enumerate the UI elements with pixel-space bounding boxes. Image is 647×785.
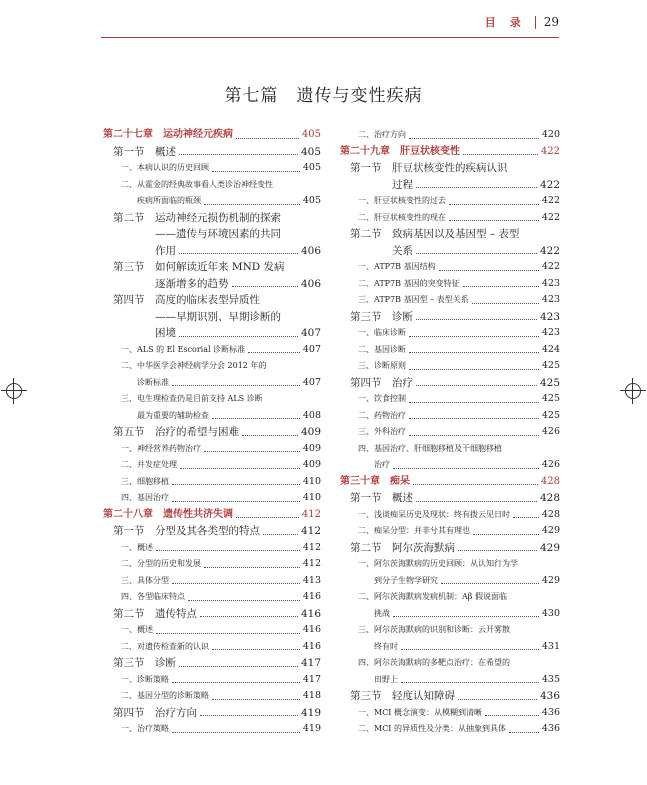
toc-leader-dots <box>401 649 539 650</box>
toc-entry-page: 410 <box>302 475 321 487</box>
toc-entry <box>103 721 321 738</box>
toc-entry-title: 第一节 肝豆状核变性的疾病认识 <box>350 162 508 174</box>
toc-entry <box>103 193 321 210</box>
toc-entry-page: 429 <box>541 525 560 536</box>
toc-entry-page: 417 <box>300 657 321 669</box>
toc-entry-title: 过程 <box>392 178 413 191</box>
toc-leader-dots <box>156 633 300 634</box>
registration-mark-left <box>1 378 27 404</box>
toc-entry <box>340 523 560 540</box>
toc-entry-title: 四、阿尔茨海默病的多靶点治疗：在希望的 <box>358 658 510 667</box>
toc-entry-page: 425 <box>541 393 560 404</box>
toc-leader-dots <box>409 435 539 436</box>
toc-entry <box>103 160 321 177</box>
toc-entry <box>340 490 560 507</box>
toc-entry <box>340 457 560 474</box>
toc-entry-title: 第二十九章 肝豆状核变性 <box>340 145 460 157</box>
toc-leader-dots <box>200 616 298 617</box>
toc-leader-dots <box>449 220 539 221</box>
toc-leader-dots <box>463 286 539 287</box>
toc-leader-dots <box>172 484 300 485</box>
toc-entry <box>340 441 560 458</box>
toc-entry-title: 第二十七章 运动神经元疾病 <box>103 129 233 140</box>
toc-leader-dots <box>485 715 539 716</box>
toc-entry-page: 423 <box>541 327 560 338</box>
toc-entry <box>340 540 560 557</box>
toc-entry <box>103 177 321 194</box>
toc-entry-page: 423 <box>541 294 560 305</box>
toc-entry-title: 二、中华医学会神经病学分会 2012 年的 <box>121 361 267 370</box>
toc-leader-dots <box>236 517 299 518</box>
toc-entry <box>103 523 321 540</box>
toc-entry-title: 四、基因治疗、肝细胞移植及干细胞移植 <box>358 443 502 453</box>
toc-entry-title: 疾病所面临的瓶颈 <box>137 196 201 205</box>
toc-entry-page: 423 <box>539 310 560 323</box>
toc-entry <box>103 292 321 309</box>
toc-entry-page: 412 <box>302 541 321 553</box>
toc-entry-page: 436 <box>541 706 560 718</box>
toc-entry-title: 二、分型的历史和发展 <box>121 559 201 568</box>
toc-entry-page: 425 <box>539 376 560 389</box>
toc-entry <box>340 391 560 408</box>
toc-leader-dots <box>401 682 539 683</box>
toc-leader-dots <box>409 418 539 419</box>
toc-entry <box>340 622 560 639</box>
toc-entry-title: 治疗 <box>374 460 390 469</box>
toc-entry-page: 426 <box>541 459 560 470</box>
toc-entry-title: 二、治疗方向 <box>358 130 406 139</box>
toc-entry <box>340 325 560 342</box>
toc-entry-page: 422 <box>539 178 560 191</box>
toc-entry-title: 二、肝豆状核变性的现在 <box>358 212 446 222</box>
toc-entry <box>340 144 560 161</box>
toc-leader-dots <box>509 732 539 733</box>
toc-entry-title: 一、MCI 概念演变：从模糊到清晰 <box>358 707 483 717</box>
toc-entry-page: 407 <box>302 376 321 388</box>
toc-entry <box>340 342 560 359</box>
toc-entry-title: 第四节 治疗方向 <box>113 706 197 719</box>
toc-leader-dots <box>179 666 298 667</box>
toc-entry <box>340 210 560 227</box>
toc-leader-dots <box>409 138 539 139</box>
toc-entry <box>103 705 321 722</box>
toc-entry-title: 第五节 治疗的希望与困难 <box>113 426 239 438</box>
toc-entry-title: 三、外科治疗 <box>358 427 406 436</box>
toc-entry-page: 436 <box>539 690 560 702</box>
toc-leader-dots <box>416 501 537 502</box>
toc-entry <box>103 457 321 474</box>
toc-entry-title: 三、阿尔茨海默病的识别和诊断：云开雾散 <box>358 625 510 634</box>
toc-entry-page: 407 <box>300 327 321 339</box>
toc-entry-title: 二、基因分型的诊断策略 <box>121 691 209 700</box>
toc-entry <box>103 210 321 227</box>
toc-entry-title: 一、概述 <box>121 625 153 634</box>
toc-leader-dots <box>441 583 539 584</box>
toc-leader-dots <box>416 253 537 254</box>
toc-entry-page: 422 <box>539 244 560 257</box>
toc-entry-page: 422 <box>541 261 560 272</box>
toc-entry <box>340 556 560 573</box>
toc-leader-dots <box>172 501 300 502</box>
toc-entry-title: 第四节 治疗 <box>350 376 413 389</box>
toc-leader-dots <box>449 204 539 205</box>
toc-left-column <box>103 127 321 738</box>
toc-entry-title: 第三节 轻度认知障碍 <box>350 690 455 702</box>
toc-entry-title: 第二节 致病基因以及基因型 – 表型 <box>350 228 520 240</box>
toc-entry <box>340 639 560 656</box>
toc-entry <box>103 325 321 342</box>
toc-leader-dots <box>232 286 298 287</box>
toc-entry <box>103 375 321 392</box>
toc-entry-title: 二、ATP7B 基因的突变特征 <box>358 278 460 288</box>
toc-entry-title: ——早期识别、早期诊断的 <box>155 310 281 323</box>
toc-entry-title: 一、ATP7B 基因结构 <box>358 262 436 271</box>
toc-entry-page: 416 <box>302 640 321 652</box>
toc-entry-title: 一、概述 <box>121 542 153 552</box>
toc-entry-title: 第一节 分型及其各类型的特点 <box>113 525 260 537</box>
toc-entry-title: 二、痴呆分型：并非兮其有理也 <box>358 526 470 535</box>
toc-leader-dots <box>212 418 300 419</box>
toc-entry-title: 作用 <box>155 244 176 257</box>
toc-entry <box>103 507 321 524</box>
toc-entry-page: 418 <box>302 690 321 701</box>
toc-entry <box>103 606 321 623</box>
toc-leader-dots <box>200 715 298 716</box>
toc-entry-page: 420 <box>541 129 560 140</box>
toc-entry-title: 一、阿尔茨海默病的历史回顾：从认知行为学 <box>358 559 518 568</box>
part-title: 第七篇 遗传与变性疾病 <box>224 86 423 106</box>
toc-entry <box>340 705 560 722</box>
toc-entry <box>340 243 560 260</box>
toc-entry-page: 410 <box>302 492 321 503</box>
toc-leader-dots <box>263 534 298 535</box>
toc-entry-page: 405 <box>300 145 321 158</box>
toc-entry-title: 二、药物治疗 <box>358 410 406 420</box>
page-number: 29 <box>543 15 559 29</box>
toc-leader-dots <box>458 699 537 700</box>
toc-entry-title: 第三节 如何解读近年来 MND 发病 <box>113 261 285 273</box>
toc-entry-title: 第二十八章 遗传性共济失调 <box>103 508 233 520</box>
toc-entry-title: 一、肝豆状核变性的过去 <box>358 196 446 205</box>
toc-entry <box>103 639 321 656</box>
toc-entry-page: 412 <box>301 508 321 520</box>
toc-entry-title: 一、ALS 的 El Escorial 诊断标准 <box>121 344 246 354</box>
toc-entry-page: 413 <box>302 574 321 586</box>
toc-entry <box>103 408 321 425</box>
toc-entry-page: 424 <box>541 343 560 355</box>
toc-entry <box>103 358 321 375</box>
toc-entry-page: 428 <box>541 508 560 520</box>
toc-entry <box>340 408 560 425</box>
toc-entry-title: ——遗传与环境因素的共同 <box>155 228 281 240</box>
running-header-section: 目录 <box>484 16 535 29</box>
toc-entry <box>103 474 321 491</box>
toc-entry-page: 428 <box>539 492 560 504</box>
toc-entry-title: 诊断标准 <box>137 377 169 387</box>
toc-entry-page: 412 <box>302 558 321 569</box>
toc-entry-title: 一、神经营养药物治疗 <box>121 443 201 453</box>
toc-entry-page: 405 <box>301 129 321 140</box>
toc-entry <box>103 391 321 408</box>
toc-entry-page: 426 <box>541 426 560 437</box>
toc-entry <box>340 276 560 293</box>
toc-entry-page: 416 <box>302 591 321 602</box>
toc-entry-title: 一、治疗策略 <box>121 724 169 733</box>
toc-leader-dots <box>393 468 539 469</box>
toc-entry-title: 田野上 <box>374 674 398 684</box>
toc-entry <box>340 655 560 672</box>
toc-entry <box>340 309 560 326</box>
toc-entry-title: 困境 <box>155 327 176 339</box>
toc-entry-title: 二、基因诊断 <box>358 344 406 354</box>
toc-entry-page: 435 <box>541 673 560 685</box>
toc-entry-title: 第三十章 痴呆 <box>340 475 410 487</box>
toc-entry-page: 419 <box>302 723 321 734</box>
toc-entry-title: 第二节 阿尔茨海默病 <box>350 541 455 554</box>
toc-entry-title: 一、临床诊断 <box>358 328 406 337</box>
toc-entry-title: 到分子生物学研究 <box>374 575 438 585</box>
toc-entry-page: 408 <box>302 409 321 421</box>
toc-entry <box>340 507 560 524</box>
toc-entry <box>103 441 321 458</box>
toc-entry <box>340 573 560 590</box>
toc-entry-page: 406 <box>300 244 321 257</box>
toc-leader-dots <box>212 649 300 650</box>
toc-entry-page: 422 <box>541 211 560 223</box>
toc-leader-dots <box>204 204 300 205</box>
toc-leader-dots <box>172 583 300 584</box>
toc-entry <box>103 688 321 705</box>
toc-entry <box>103 127 321 144</box>
toc-entry-page: 422 <box>540 145 560 157</box>
toc-entry <box>340 721 560 738</box>
toc-entry-title: 一、诊断策略 <box>121 674 169 684</box>
toc-entry <box>103 589 321 606</box>
toc-leader-dots <box>472 303 539 304</box>
toc-entry <box>103 540 321 557</box>
toc-entry <box>340 688 560 705</box>
toc-leader-dots <box>393 616 539 617</box>
toc-leader-dots <box>179 154 298 155</box>
toc-entry-title: 二、阿尔茨海默病发病机制：Aβ 假说面临 <box>358 592 507 601</box>
registration-mark-right <box>620 378 646 404</box>
toc-leader-dots <box>439 270 539 271</box>
toc-entry-page: 406 <box>300 277 321 290</box>
toc-entry-title: 三、电生理检查仍是目前支持 ALS 诊断 <box>121 394 263 403</box>
toc-entry-title: 第三节 诊断 <box>350 310 413 323</box>
toc-entry <box>340 606 560 623</box>
toc-entry-title: 二、并发症处理 <box>121 460 177 469</box>
toc-leader-dots <box>172 385 300 386</box>
toc-entry <box>103 655 321 672</box>
toc-entry-page: 409 <box>302 442 321 454</box>
toc-entry <box>340 193 560 210</box>
toc-entry-page: 436 <box>541 723 560 734</box>
toc-leader-dots <box>463 154 538 155</box>
toc-entry-title: 一、本病认识的历史回顾 <box>121 163 209 172</box>
toc-entry-page: 428 <box>540 475 560 487</box>
toc-entry-title: 二、从霍金的经典故事看人类诊治神经变性 <box>121 179 273 189</box>
toc-entry-title: 一、浅谈痴呆历史及现状：终有拨云见日时 <box>358 509 510 519</box>
toc-entry-page: 405 <box>302 162 321 173</box>
toc-entry <box>103 276 321 293</box>
toc-entry <box>103 672 321 689</box>
toc-entry-page: 430 <box>541 607 560 619</box>
toc-entry <box>340 177 560 194</box>
toc-entry <box>103 573 321 590</box>
toc-leader-dots <box>409 369 539 370</box>
toc-entry-page: 409 <box>300 426 321 438</box>
toc-entry-page: 417 <box>302 673 321 685</box>
toc-entry-title: 一、饮食控制 <box>358 394 406 403</box>
toc-leader-dots <box>180 468 300 469</box>
toc-entry <box>103 259 321 276</box>
toc-entry-page: 429 <box>539 541 560 554</box>
toc-entry-title: 逐渐增多的趋势 <box>155 277 229 290</box>
running-header <box>485 14 559 30</box>
toc-leader-dots <box>212 699 300 700</box>
toc-entry-title: 第四节 高度的临床表型异质性 <box>113 294 260 306</box>
toc-entry-title: 第一节 概述 <box>113 145 176 158</box>
toc-entry-title: 终有时 <box>374 641 398 651</box>
toc-entry-page: 425 <box>541 360 560 371</box>
toc-entry-title: 三、诊断原则 <box>358 361 406 370</box>
toc-entry <box>340 474 560 491</box>
toc-right-column <box>340 127 560 738</box>
toc-leader-dots <box>236 138 299 139</box>
toc-entry-page: 412 <box>300 525 321 537</box>
toc-entry <box>103 556 321 573</box>
toc-entry-page: 409 <box>302 459 321 470</box>
toc-leader-dots <box>413 484 538 485</box>
toc-leader-dots <box>409 352 539 353</box>
toc-entry-title: 第二节 遗传特点 <box>113 607 197 620</box>
toc-entry-page: 423 <box>541 277 560 289</box>
toc-leader-dots <box>204 567 300 568</box>
toc-leader-dots <box>172 732 300 733</box>
toc-leader-dots <box>156 550 300 551</box>
toc-entry-page: 429 <box>541 574 560 586</box>
toc-leader-dots <box>416 187 537 188</box>
toc-entry <box>340 226 560 243</box>
toc-entry-title: 第二节 运动神经元损伤机制的探索 <box>113 211 281 224</box>
toc-entry-page: 407 <box>302 343 321 355</box>
toc-entry <box>103 226 321 243</box>
toc-leader-dots <box>458 550 537 551</box>
toc-entry <box>103 490 321 507</box>
toc-entry <box>103 309 321 326</box>
toc-entry-page: 422 <box>541 195 560 206</box>
toc-leader-dots <box>473 534 539 535</box>
toc-leader-dots <box>179 253 298 254</box>
toc-entry <box>340 292 560 309</box>
toc-entry-title: 三、细胞移植 <box>121 476 169 486</box>
toc-leader-dots <box>204 451 300 452</box>
toc-entry-page: 431 <box>541 640 560 652</box>
toc-leader-dots <box>416 385 537 386</box>
toc-leader-dots <box>188 600 300 601</box>
toc-entry-title: 二、对遗传检查新的认识 <box>121 641 209 651</box>
toc-entry-title: 第三节 诊断 <box>113 657 176 669</box>
toc-entry <box>340 259 560 276</box>
toc-entry-title: 三、ATP7B 基因型 – 表型关系 <box>358 295 469 304</box>
toc-leader-dots <box>416 319 537 320</box>
toc-entry-title: 二、MCI 的异质性及分类：从抽象到具体 <box>358 724 507 733</box>
toc-entry-page: 425 <box>541 409 560 421</box>
toc-entry <box>340 127 560 144</box>
toc-entry <box>103 243 321 260</box>
toc-entry <box>340 424 560 441</box>
toc-entry-title: 四、基因治疗 <box>121 493 169 502</box>
toc-leader-dots <box>242 435 298 436</box>
toc-entry-title: 三、具体分型 <box>121 575 169 585</box>
toc-entry <box>340 160 560 177</box>
header-divider <box>535 16 536 29</box>
toc-entry-page: 419 <box>300 706 321 719</box>
toc-leader-dots <box>179 336 298 337</box>
toc-entry-title: 挑战 <box>374 608 390 618</box>
toc-entry-page: 416 <box>300 607 321 620</box>
toc-entry <box>103 424 321 441</box>
toc-leader-dots <box>409 336 539 337</box>
toc-entry <box>103 622 321 639</box>
header-rule <box>101 37 559 38</box>
toc-entry <box>340 589 560 606</box>
toc-entry-title: 第一节 概述 <box>350 492 413 504</box>
toc-leader-dots <box>513 517 539 518</box>
toc-leader-dots <box>172 682 300 683</box>
toc-entry-title: 四、各型临床特点 <box>121 592 185 601</box>
toc-entry <box>340 358 560 375</box>
toc-entry-page: 416 <box>302 624 321 635</box>
toc-entry-title: 最为重要的辅助检查 <box>137 410 209 420</box>
toc-leader-dots <box>248 352 300 353</box>
toc-leader-dots <box>409 402 539 403</box>
toc-entry <box>340 672 560 689</box>
toc-leader-dots <box>212 171 300 172</box>
toc-entry <box>103 144 321 161</box>
toc-entry-page: 405 <box>302 195 321 206</box>
toc-entry <box>340 375 560 392</box>
toc-entry-title: 关系 <box>392 244 413 257</box>
toc-entry <box>103 342 321 359</box>
